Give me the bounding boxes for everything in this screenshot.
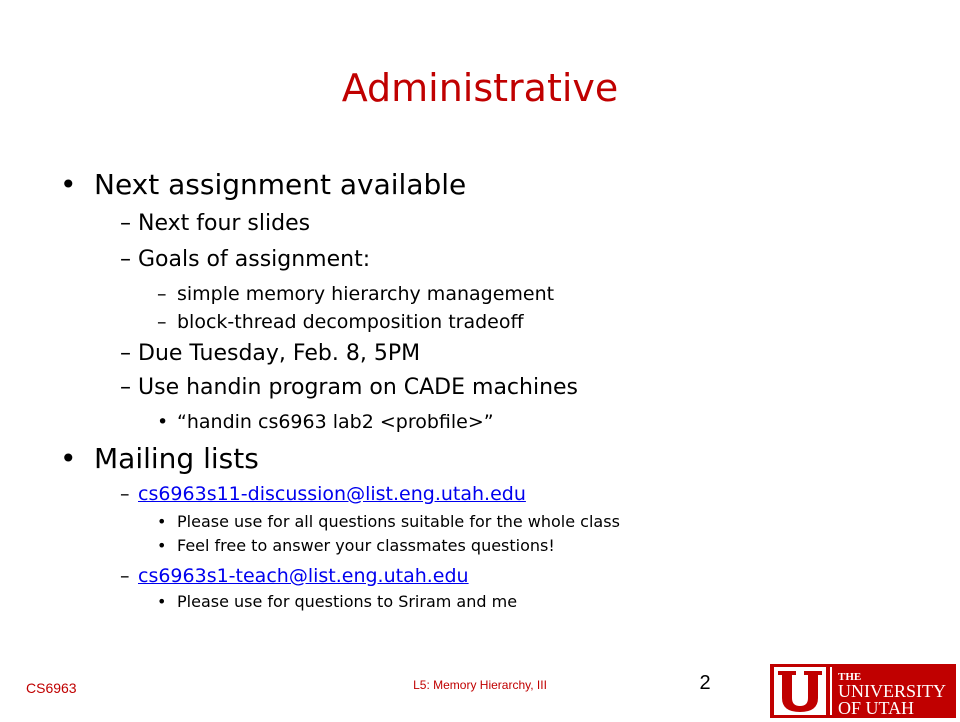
sub-sub-item-text: block-thread decomposition tradeoff <box>177 311 524 333</box>
logo-line1: THE <box>838 671 862 683</box>
sub-sub-item-text: simple memory hierarchy management <box>177 283 555 305</box>
university-of-utah-logo <box>770 664 956 718</box>
sub-sub-item-text: “handin cs6963 lab2 <probfile>” <box>177 411 494 433</box>
discussion-email-link[interactable]: cs6963s11-discussion@list.eng.utah.edu <box>138 483 526 505</box>
bullet-marker: • <box>60 168 77 201</box>
bullet-text: Next assignment available <box>94 168 467 201</box>
footer-course: CS6963 <box>26 680 77 696</box>
dash-marker: – <box>157 311 167 333</box>
footer-lecture: L5: Memory Hierarchy, III <box>413 678 547 692</box>
bullet-marker: • <box>157 512 167 531</box>
bullet-marker: • <box>157 592 167 611</box>
sub-sub-item-text: Please use for all questions suitable for the whole class <box>177 512 620 531</box>
sub-sub-item-text: Feel free to answer your classmates questions! <box>177 536 555 555</box>
bullet-marker: • <box>157 411 169 433</box>
dash-marker: – <box>120 211 131 236</box>
sub-sub-item-text: Please use for questions to Sriram and me <box>177 592 518 611</box>
logo-line3: OF UTAH <box>838 698 915 718</box>
logo-line2: UNIVERSITY <box>838 681 946 701</box>
page-number: 2 <box>699 672 711 694</box>
bullet-text: Mailing lists <box>94 442 259 475</box>
dash-marker: – <box>120 247 131 272</box>
dash-marker: – <box>157 283 167 305</box>
sub-item-text: Next four slides <box>138 211 311 236</box>
dash-marker: – <box>120 375 131 400</box>
dash-marker: – <box>120 565 130 587</box>
sub-item-text: Use handin program on CADE machines <box>138 375 579 400</box>
teach-email-link[interactable]: cs6963s1-teach@list.eng.utah.edu <box>138 565 469 587</box>
sub-item-text: Due Tuesday, Feb. 8, 5PM <box>138 341 421 366</box>
bullet-marker: • <box>60 442 77 475</box>
bullet-marker: • <box>157 536 167 555</box>
slide-title: Administrative <box>341 66 619 110</box>
sub-item-text: Goals of assignment: <box>138 247 371 272</box>
dash-marker: – <box>120 483 130 505</box>
block-u-icon <box>770 664 956 718</box>
dash-marker: – <box>120 341 131 366</box>
